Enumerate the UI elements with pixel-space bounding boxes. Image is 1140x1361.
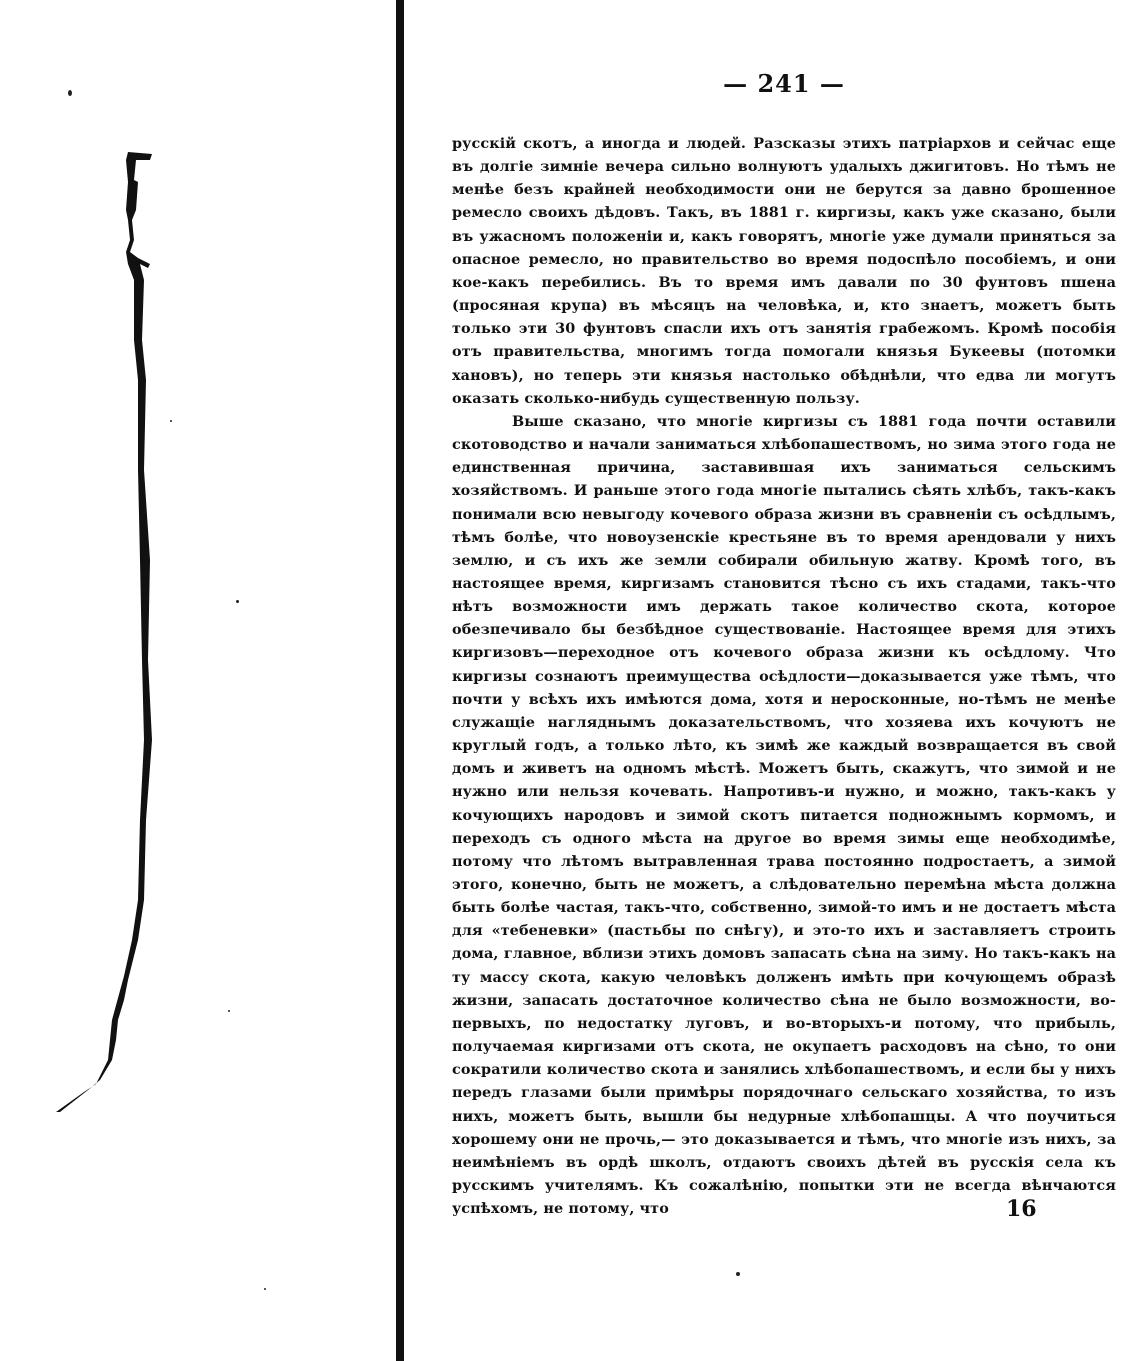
page-number: — 241 — [723, 69, 845, 98]
speck-mark [736, 1272, 740, 1276]
left-page-crack-mark [40, 140, 170, 1120]
paragraph-main: Выше сказано, что многіе киргизы съ 1881 года почти оставили скотоводство и начали заниматься хлѣбопашествомъ, но зима этого года не единственная причина, заставившая ихъ заниматься сельскимъ хозяйствомъ. И раньше этого года многіе пытались сѣять хлѣбъ, такъ-какъ понимали всю невыгоду кочевого образа жизни въ сравненіи съ осѣдлымъ, тѣмъ болѣе, что новоузенскіе крестьяне въ то время арендовали у нихъ землю, и съ ихъ же земли собирали обильную жатву. Кромѣ того, въ настоящее время, киргизамъ становится тѣсно съ ихъ стадами, такъ-что нѣтъ возможности имъ держать такое количество скота, которое обезпечивало бы безбѣдное существованіе. Настоящее время для этихъ киргизовъ—переходное отъ кочевого образа жизни къ осѣдлому. Что киргизы сознаютъ преимущества осѣдлости—доказывается уже тѣмъ, что почти у всѣхъ ихъ имѣются дома, хотя и неросконные, но-тѣмъ не менѣе служащіе нагляднымъ доказательствомъ, что хозяева ихъ кочуютъ не круглый годъ, а только лѣто, къ зимѣ же каждый возвращается въ свой домъ и живетъ на одномъ мѣстѣ. Можетъ быть, скажутъ, что зимой и не нужно или нельзя кочевать. Напротивъ-и нужно, и можно, такъ-какъ у кочующихъ народовъ и зимой скотъ питается подножнымъ кормомъ, и переходъ съ одного мѣста на другое во время зимы еще необходимѣе, потому что лѣтомъ вытравленная трава постоянно подростаетъ, а зимой этого, конечно, быть не можетъ, а слѣдовательно перемѣна мѣста должна быть болѣе частая, такъ-что, собственно, зимой-то имъ и не достаетъ мѣста для «тебеневки» (пастьбы по снѣгу), и это-то ихъ и заставляетъ строить дома, главное, вблизи этихъ домовъ запасать сѣна на зиму. Но такъ-какъ на ту массу скота, какую человѣкъ долженъ имѣть при кочующемъ образѣ жизни, запасать достаточное количество сѣна не было возможности, во-первыхъ, по недостатку луговъ, и во-вторыхъ-и потому, что прибыль, получаемая киргизами отъ скота, не окупаетъ расходовъ на сѣно, то они сократили количество скота и занялись хлѣбопашествомъ, и если бы у нихъ передъ глазами были примѣры порядочнаго сельскаго хозяйства, то изъ нихъ, можетъ быть, вышли бы недурные хлѣбопашцы. А что поучиться хорошему они не прочь,— это доказывается и тѣмъ, что многіе изъ нихъ, за неимѣніемъ въ ордѣ школъ, отдаютъ своихъ дѣтей въ русскія села къ русскимъ учителямъ. Къ сожалѣнію, попытки эти не всегда вѣнчаются успѣхомъ, не потому, что [452, 412, 1116, 1218]
speck-mark [170, 420, 172, 422]
page-body-text [452, 132, 1116, 1220]
speck-mark [228, 1010, 230, 1012]
speck-mark [68, 90, 72, 96]
paragraph-continuation: русскій скотъ, а иногда и людей. Разсказы этихъ патріархов и сейчас еще въ долгіе зимніе вечера сильно волнуютъ удалыхъ джигитовъ. Но тѣмъ не менѣе безъ крайней необходимости они не берутся за давно брошенное ремесло своихъ дѣдовъ. Такъ, въ 1881 г. киргизы, какъ уже сказано, были въ ужасномъ положеніи и, какъ говорятъ, многіе уже думали приняться за опасное ремесло, но правительство во время подоспѣло пособіемъ, и они кое-какъ перебились. Въ то время имъ давали по 30 фунтовъ пшена (просяная крупа) въ мѣсяцъ на человѣка, и, кто знаетъ, можетъ быть только эти 30 фунтовъ спасли ихъ отъ занятія грабежомъ. Кромѣ пособія отъ правительства, многимъ тогда помогали князья Букеевы (потомки хановъ), но теперь эти князья настолько обѣднѣли, что едва ли могутъ оказать сколько-нибудь существенную пользу. [452, 135, 1116, 407]
book-spine-gutter [396, 0, 404, 1361]
speck-mark [264, 1288, 266, 1290]
signature-mark: 16 [1006, 1196, 1037, 1222]
book-page-right [452, 64, 1116, 1220]
speck-mark [236, 600, 239, 603]
